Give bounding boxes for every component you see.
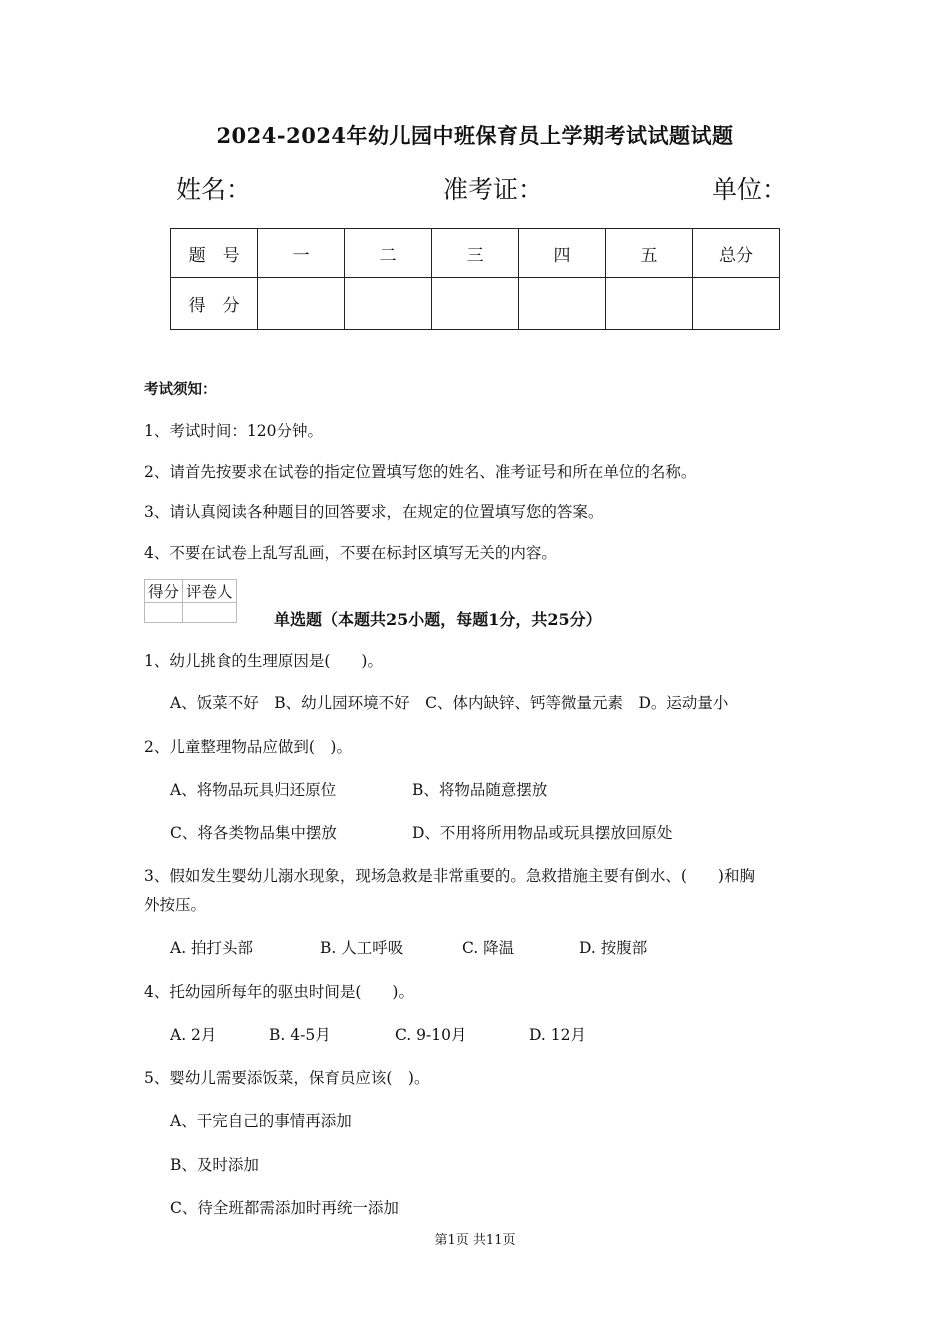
score-header-cell: 二 [345,229,432,278]
option-a: A. 2月 [170,1026,217,1044]
option-b: B. 4-5月 [269,1026,331,1044]
score-header-cell: 四 [519,229,606,278]
option-b: B、将物品随意摆放 [412,781,548,799]
option-c: C、将各类物品集中摆放 [170,824,337,842]
option-a: A. 拍打头部 [170,939,254,957]
notice-item: 1、考试时间：120分钟。 [144,422,323,440]
name-label: 姓名： [176,175,252,204]
notice-item: 2、请首先按要求在试卷的指定位置填写您的姓名、准考证号和所在单位的名称。 [144,463,697,481]
page-footer: 第1页 共11页 [434,1233,516,1248]
score-table [170,228,780,330]
exam-title: 2024-2024年幼儿园中班保育员上学期考试试题试题 [216,123,734,148]
option-c: C. 降温 [462,939,515,957]
grader-reviewer-label: 评卷人 [183,580,237,603]
option-d: D、不用将所用物品或玩具摆放回原处 [412,824,673,842]
option-d: D. 12月 [529,1026,586,1044]
option-b: B、及时添加 [170,1156,259,1174]
score-table-header-row [171,229,780,278]
score-input-cell[interactable] [692,278,779,330]
score-header-cell: 总分 [692,229,779,278]
score-input-cell[interactable] [606,278,693,330]
option-c: C. 9-10月 [395,1026,467,1044]
grader-box [144,579,237,623]
score-input-cell[interactable] [519,278,606,330]
score-header-cell: 一 [258,229,345,278]
score-table-score-row [171,278,780,330]
grader-score-label: 得分 [145,580,183,603]
notice-item: 3、请认真阅读各种题目的回答要求，在规定的位置填写您的答案。 [144,503,604,521]
question-stem: 3、假如发生婴幼儿溺水现象，现场急救是非常重要的。急救措施主要有倒水、( )和胸 [144,867,755,885]
option-a: A、干完自己的事情再添加 [170,1112,352,1130]
option-d: D. 按腹部 [579,939,648,957]
question-stem-continued: 外按压。 [144,896,207,914]
score-header-cell: 五 [606,229,693,278]
unit-label: 单位： [712,175,788,204]
score-header-cell: 题 号 [171,229,258,278]
score-input-cell[interactable] [345,278,432,330]
notice-heading: 考试须知： [144,381,217,398]
exam-number-label: 准考证： [443,175,544,204]
question-stem: 1、幼儿挑食的生理原因是( )。 [144,652,383,670]
notice-item: 4、不要在试卷上乱写乱画，不要在标封区填写无关的内容。 [144,544,557,562]
section-heading: 单选题（本题共25小题，每题1分，共25分） [274,610,602,629]
question-stem: 2、儿童整理物品应做到( )。 [144,738,352,756]
option-b: B. 人工呼吸 [320,939,404,957]
score-row-label: 得 分 [171,278,258,330]
option-a: A、将物品玩具归还原位 [170,781,337,799]
question-options: A、饭菜不好 B、幼儿园环境不好 C、体内缺锌、钙等微量元素 D。运动量小 [170,694,729,712]
score-header-cell: 三 [432,229,519,278]
option-c: C、待全班都需添加时再统一添加 [170,1199,399,1217]
question-stem: 5、婴幼儿需要添饭菜，保育员应该( )。 [144,1069,430,1087]
grader-reviewer-cell[interactable] [183,603,237,623]
score-input-cell[interactable] [258,278,345,330]
question-stem: 4、托幼园所每年的驱虫时间是( )。 [144,983,414,1001]
score-input-cell[interactable] [432,278,519,330]
grader-score-cell[interactable] [145,603,183,623]
